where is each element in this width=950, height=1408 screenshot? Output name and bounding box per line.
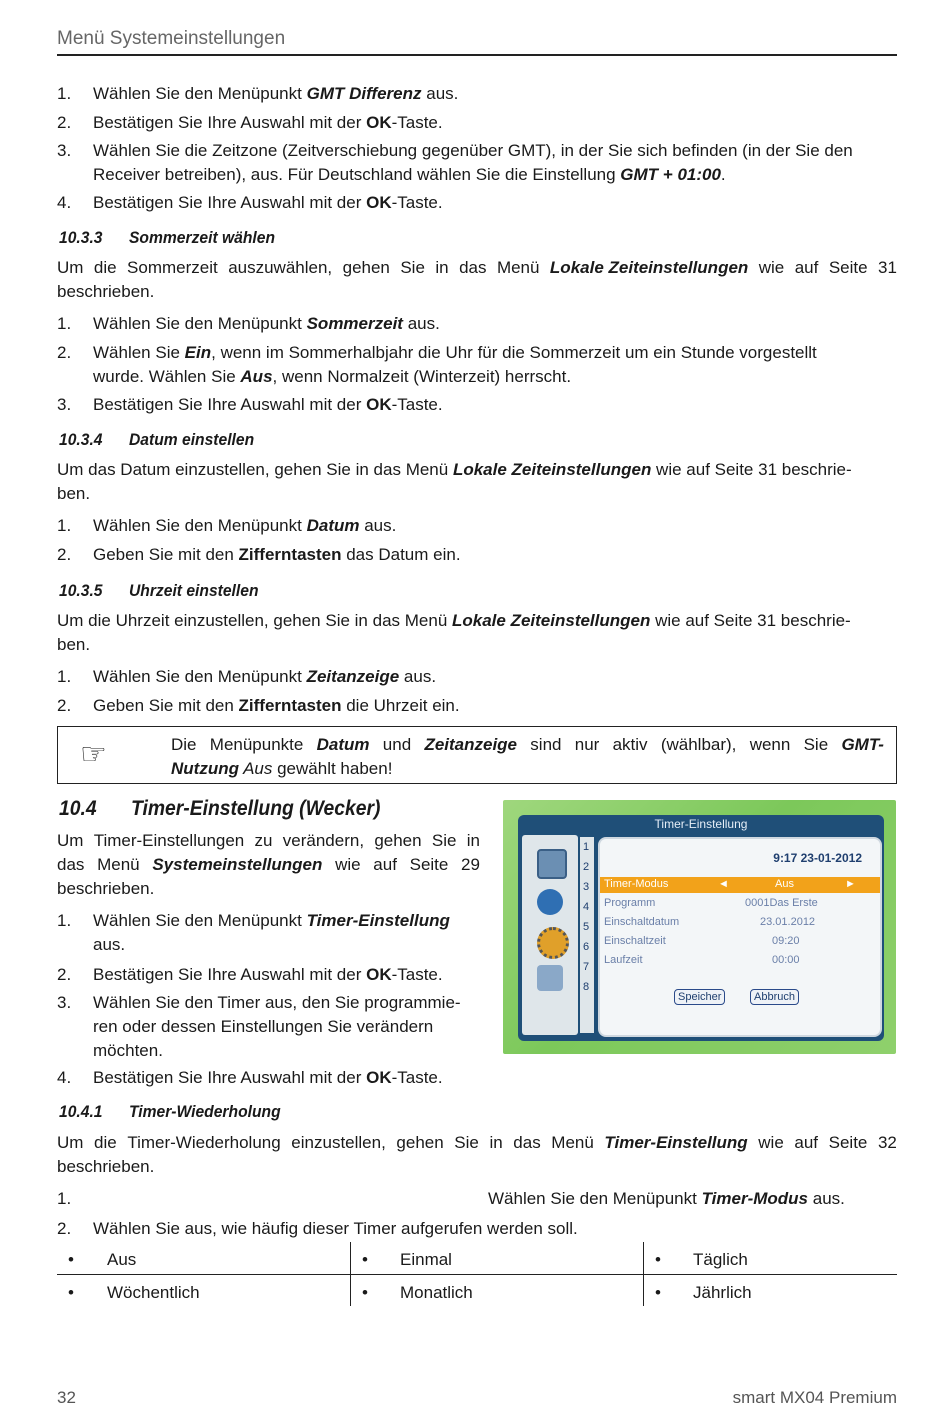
pointing-hand-icon: ☞ [80,738,107,771]
paragraph-line: beschrieben. [57,879,155,898]
list-item: Wählen Sie den Menüpunkt Timer-Modus aus. [488,1189,845,1208]
osd-menu-icons [522,835,578,1035]
list-item: Wählen Sie den Menüpunkt Sommerzeit aus. [93,314,440,333]
arrow-right-icon: ► [845,878,856,890]
list-item-continuation: wurde. Wählen Sie Aus, wenn Normalzeit (Winterzeit) herrscht. [93,367,572,386]
bullet: • [362,1250,368,1269]
list-number: 1. [57,911,72,930]
table-cell: Aus [107,1250,137,1269]
timer-number: 1 [583,841,590,853]
list-number: 2. [57,965,72,984]
product-name: smart MX04 Premium [732,1388,897,1407]
section-title: Timer-Wiederholung [129,1102,281,1121]
timer-number: 4 [583,901,590,913]
list-number: 2. [57,545,72,564]
list-item: Wählen Sie den Timer aus, den Sie programmie- [93,993,461,1012]
timer-number: 3 [583,881,590,893]
section-title: Sommerzeit wählen [129,228,276,247]
osd-clock: 9:17 23-01-2012 [773,851,862,865]
list-item: Bestätigen Sie Ihre Auswahl mit der OK-Taste. [93,193,443,212]
osd-timer-numbers [580,837,594,1033]
paragraph-line: ben. [57,484,91,503]
osd-window [518,815,884,1041]
list-item: Wählen Sie den Menüpunkt Zeitanzeige aus. [93,667,437,686]
list-item: Wählen Sie den Menüpunkt GMT Differenz aus. [93,84,459,103]
section-number: 10.4 [59,797,97,820]
table-cell: Wöchentlich [107,1283,200,1302]
list-item: Geben Sie mit den Zifferntasten das Datum ein. [93,545,461,564]
list-number: 3. [57,141,72,160]
gear-icon [537,927,569,959]
bullet: • [68,1250,74,1269]
list-number: 2. [57,343,72,362]
cancel-button[interactable]: Abbruch [750,989,799,1005]
section-number: 10.3.5 [59,581,103,600]
list-item: Bestätigen Sie Ihre Auswahl mit der OK-Taste. [93,395,443,414]
list-number: 1. [57,667,72,686]
list-item: Wählen Sie den Menüpunkt Datum aus. [93,516,397,535]
paragraph: Um Timer-Einstellungen zu verändern, gehen Sie in [57,831,480,850]
paragraph-line: beschrieben. [57,1157,155,1176]
list-number: 1. [57,516,72,535]
section-number: 10.4.1 [59,1102,103,1121]
timer-number: 5 [583,921,590,933]
list-number: 1. [57,1189,72,1208]
list-item-continuation: möchten. [93,1041,163,1060]
list-item-continuation: aus. [93,935,126,954]
satellite-icon [537,889,563,915]
arrow-left-icon: ◄ [718,878,729,890]
timer-number: 2 [583,861,590,873]
list-item: Wählen Sie den Menüpunkt Timer-Einstellung [93,911,450,930]
table-cell: Monatlich [400,1283,473,1302]
paragraph: Um das Datum einzustellen, gehen Sie in das Menü Lokale Zeiteinstellungen wie auf Seite 31 beschrie- [57,460,852,479]
osd-row[interactable]: Einschaltdatum 23.01.2012 [604,916,816,928]
section-title: Timer-Einstellung (Wecker) [131,797,381,820]
list-item: Bestätigen Sie Ihre Auswahl mit der OK-Taste. [93,965,443,984]
list-item: Geben Sie mit den Zifferntasten die Uhrzeit ein. [93,696,460,715]
list-number: 1. [57,84,72,103]
osd-panel [598,837,882,1037]
tools-icon [537,965,563,991]
page-number: 32 [57,1388,76,1407]
bullet: • [68,1283,74,1302]
paragraph-line: ben. [57,635,91,654]
osd-title: Timer-Einstellung [654,817,748,831]
list-number: 4. [57,1068,72,1087]
note-text: Die Menüpunkte Datum und Zeitanzeige sind nur aktiv (wählbar), wenn Sie GMT- Nutzung Aus gewählt haben! [171,735,884,778]
list-item-continuation: ren oder dessen Einstellungen Sie verändern [93,1017,434,1036]
list-number: 2. [57,113,72,132]
bullet: • [362,1283,368,1302]
table-cell: Jährlich [693,1283,752,1302]
paragraph-line: das Menü Systemeinstellungen wie auf Seite 29 [57,855,480,874]
list-item: Bestätigen Sie Ihre Auswahl mit der OK-Taste. [93,1068,443,1087]
bullet: • [655,1250,661,1269]
section-title: Uhrzeit einstellen [129,581,259,600]
timer-number: 7 [583,961,590,973]
section-title: Datum einstellen [129,430,255,449]
section-number: 10.3.4 [59,430,103,449]
list-item: Bestätigen Sie Ihre Auswahl mit der OK-Taste. [93,113,443,132]
list-item: Wählen Sie aus, wie häufig dieser Timer aufgerufen werden soll. [93,1219,578,1238]
list-number: 2. [57,696,72,715]
list-number: 2. [57,1219,72,1238]
running-header: Menü Systemeinstellungen [57,28,286,49]
paragraph: Um die Sommerzeit auszuwählen, gehen Sie in das Menü Lokale Zeiteinstellungen wie auf Seite 31 [57,258,897,277]
table-cell: Einmal [400,1250,452,1269]
list-number: 1. [57,314,72,333]
list-item: Wählen Sie die Zeitzone (Zeitverschiebung gegenüber GMT), in der Sie sich befinden (in der Sie den [93,141,853,160]
list-item-continuation: Receiver betreiben), aus. Für Deutschland wählen Sie die Einstellung GMT + 01:00. [93,165,726,184]
header-rule [57,54,897,56]
timer-number: 6 [583,941,590,953]
list-item: Wählen Sie Ein, wenn im Sommerhalbjahr die Uhr für die Sommerzeit um ein Stunde vorgestellt [93,343,817,362]
osd-row[interactable]: Einschaltzeit 09:20 [604,935,800,947]
list-number: 3. [57,993,72,1012]
section-number: 10.3.3 [59,228,103,247]
table-cell: Täglich [693,1250,748,1269]
osd-row[interactable]: Laufzeit 00:00 [604,954,800,966]
timer-number: 8 [583,981,590,993]
paragraph: Um die Uhrzeit einzustellen, gehen Sie in das Menü Lokale Zeiteinstellungen wie auf Seite 31 beschrie- [57,611,851,630]
table-row-rule [57,1274,897,1275]
osd-row-selected[interactable]: Timer-Modus ◄ Aus ► [600,877,880,893]
save-button[interactable]: Speicher [674,989,725,1005]
osd-row[interactable]: Programm 0001Das Erste [604,897,818,909]
list-number: 3. [57,395,72,414]
list-number: 4. [57,193,72,212]
paragraph-line: beschrieben. [57,282,155,301]
paragraph: Um die Timer-Wiederholung einzustellen, gehen Sie in das Menü Timer-Einstellung wie auf Seite 32 [57,1133,897,1152]
timer-settings-screenshot [503,800,896,1054]
picture-icon [537,849,567,879]
bullet: • [655,1283,661,1302]
